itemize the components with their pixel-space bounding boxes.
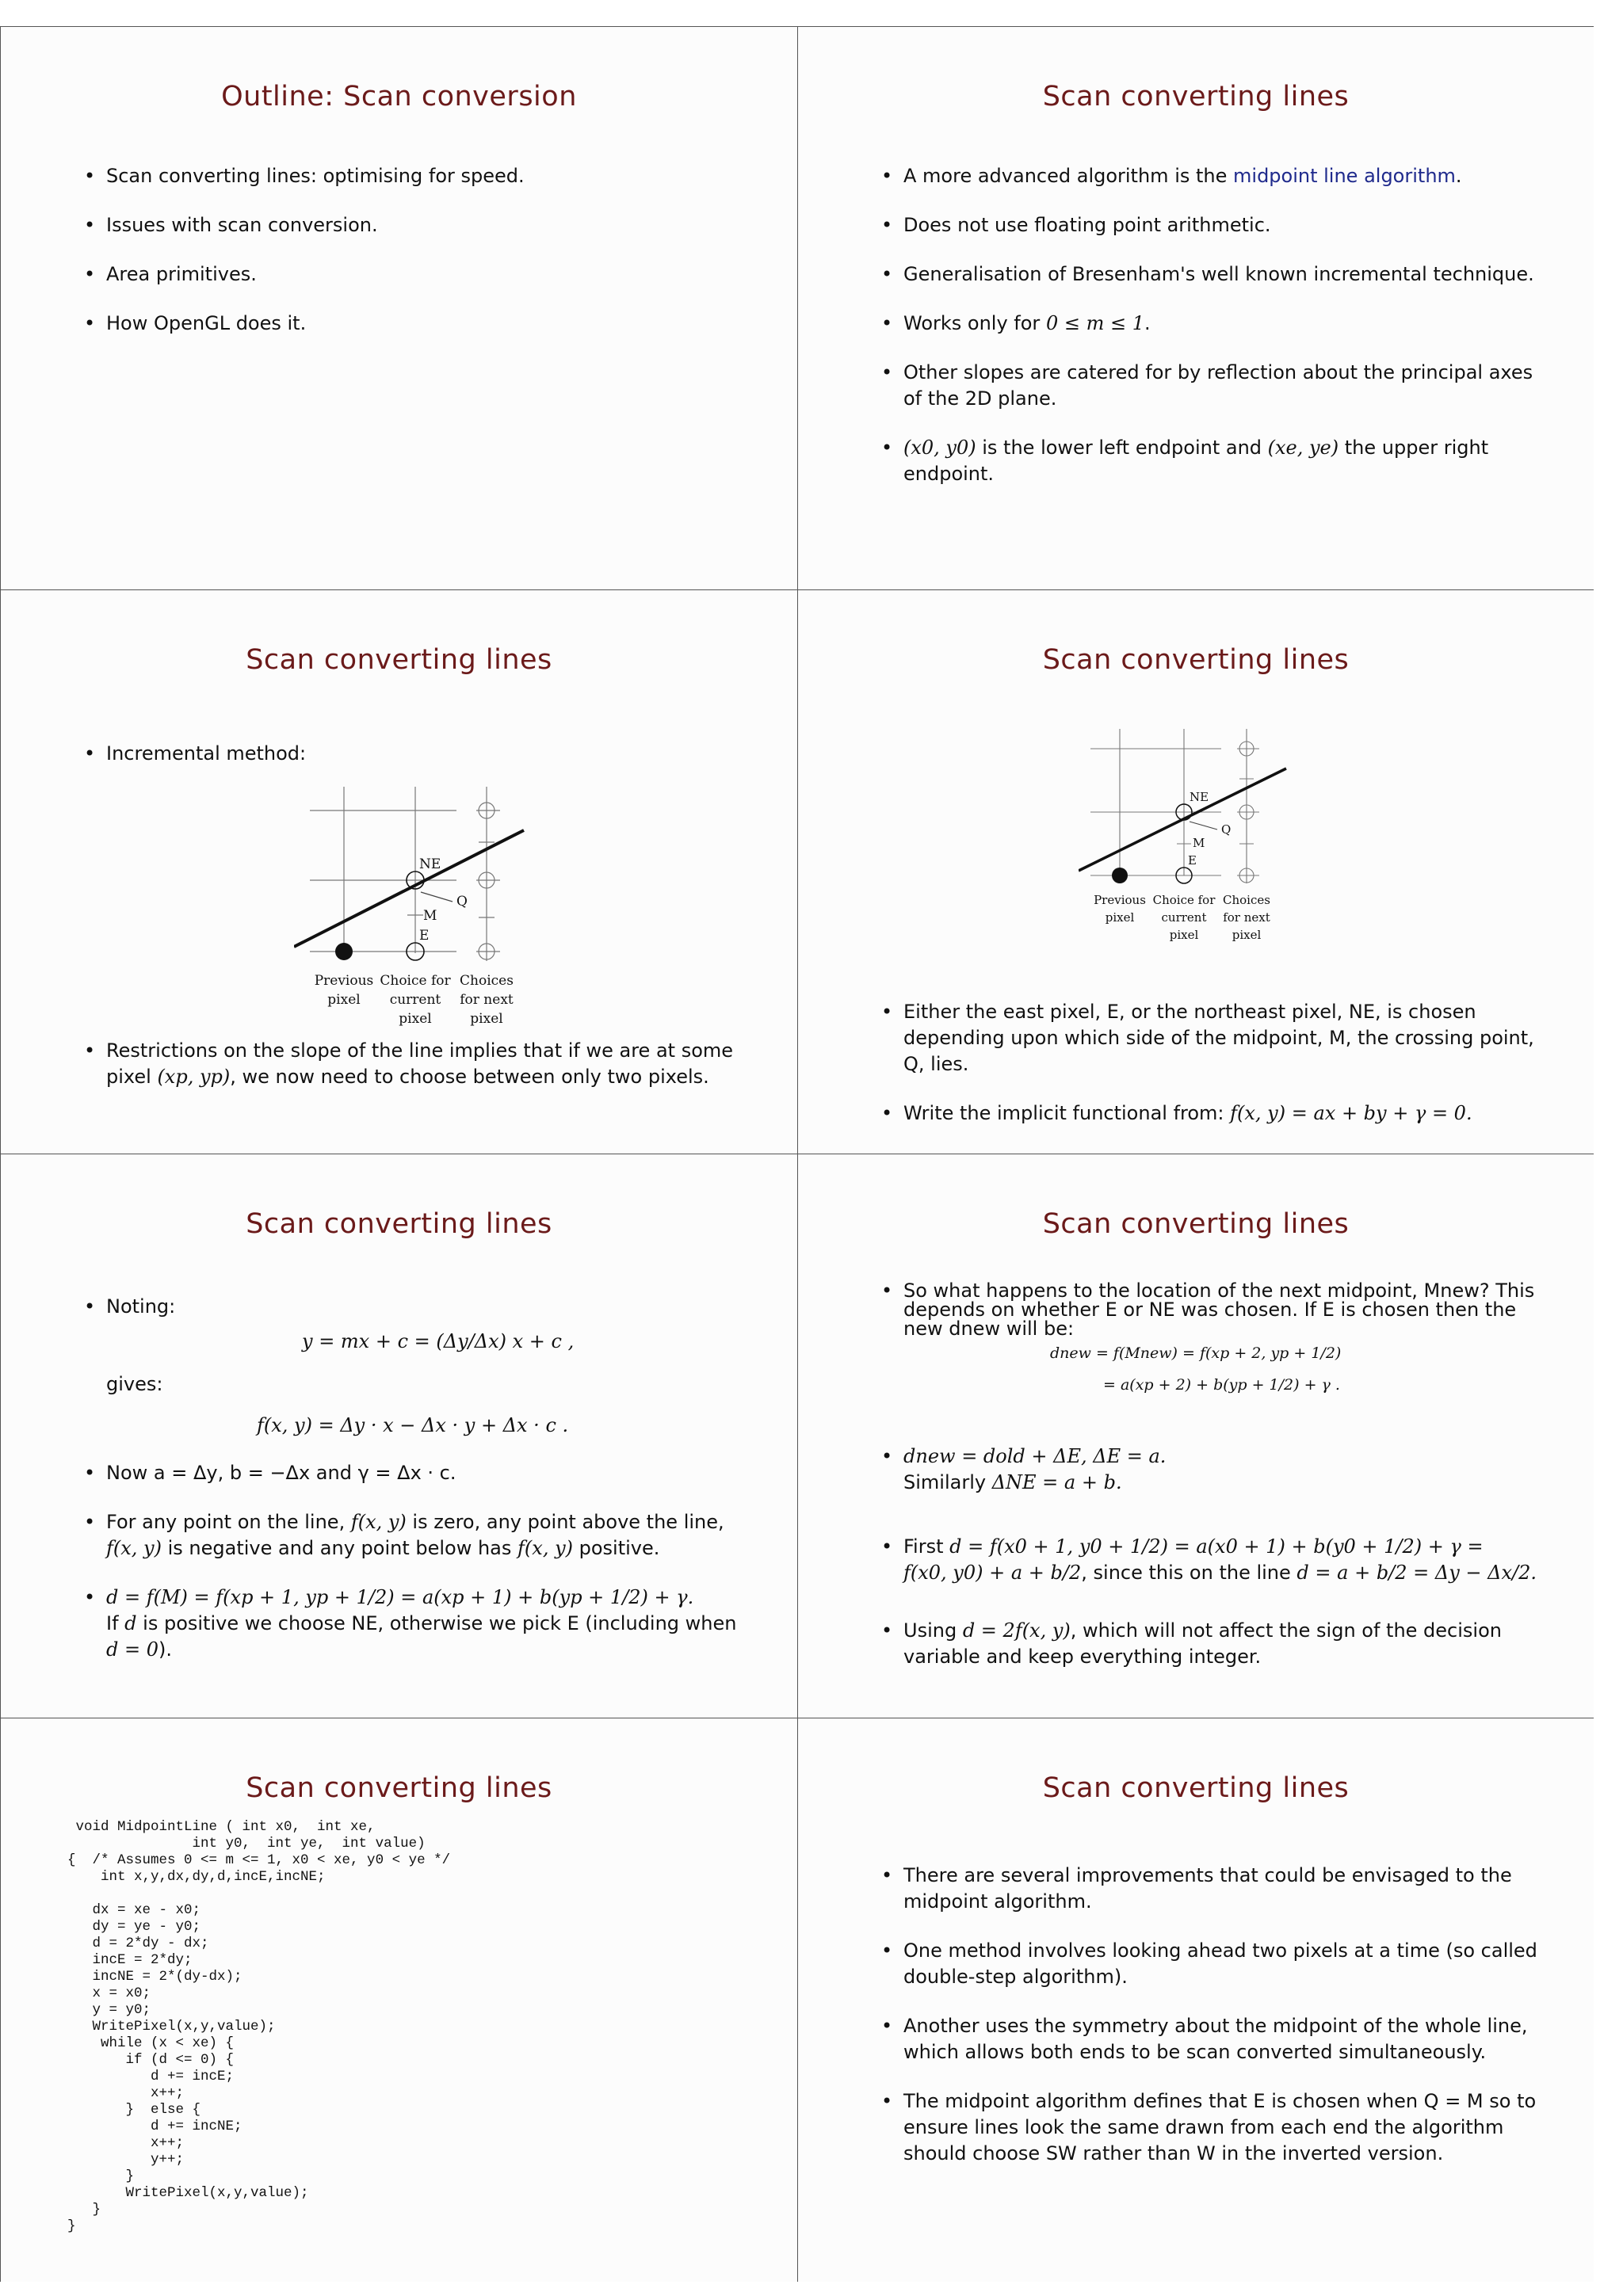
slide-outline: [1, 27, 797, 589]
math-inline: d = 2f(x, y): [962, 1619, 1071, 1642]
bullet-item: [881, 1618, 1538, 1670]
bullet-item: • Other slopes are catered for by reflection about the principal axes of the 2D plane.: [881, 360, 1538, 412]
bullet-item: [84, 1509, 742, 1562]
bullet-text: is negative and any point below has: [161, 1537, 518, 1559]
bullet-text: A more advanced algorithm is the: [903, 165, 1234, 187]
bullet-text: Write the implicit functional from:: [903, 1102, 1231, 1124]
bullet-text: For any point on the line,: [106, 1511, 351, 1533]
bullet-item: • There are several improvements that could be envisaged to the midpoint algorithm.: [881, 1863, 1538, 1915]
bullet-item: [881, 1534, 1538, 1586]
bullet-text: is positive we choose NE, otherwise we pick E (including when: [136, 1612, 737, 1634]
slide-title: Scan converting lines: [1042, 1208, 1350, 1240]
equation-implicit: f(x, y) = Δy · x − Δx · y + Δx · c .: [257, 1414, 569, 1436]
label-ne: NE: [1190, 790, 1209, 804]
math-inline: d = a + b/2 = Δy − Δx/2.: [1296, 1562, 1537, 1584]
math-inline: (xe, ye): [1267, 437, 1339, 459]
slide-implicit-function: [1, 1154, 797, 1718]
math-inline: d = 0: [106, 1638, 158, 1661]
bullet-text: Similarly: [903, 1471, 992, 1493]
bullet-item: [881, 1444, 1538, 1496]
bullet-list: [84, 163, 742, 360]
caption-next: for next: [1223, 910, 1270, 925]
math-inline: f(x, y) = ax + by + γ = 0.: [1230, 1102, 1472, 1124]
slide-improvements: [798, 1718, 1594, 2282]
bullet-item: • One method involves looking ahead two pixels at a time (so called double-step algorithm).: [881, 1938, 1538, 1990]
previous-pixel-dot: [335, 943, 353, 960]
equation-dnew-1: dnew = f(Mnew) = f(xp + 2, yp + 1/2): [1050, 1344, 1342, 1362]
bullet-list: [84, 1460, 742, 1686]
slide-title: Scan converting lines: [1042, 81, 1350, 113]
caption-previous: pixel: [327, 992, 361, 1008]
caption-current: pixel: [399, 1011, 432, 1027]
bullet-item: [881, 435, 1538, 487]
bullet-text: , since this on the line: [1081, 1562, 1297, 1584]
scan-line: [294, 830, 524, 947]
bullet-text: Noting:: [106, 1295, 176, 1318]
bullet-text: is zero, any point above the line,: [406, 1511, 724, 1533]
bullet-text: If: [106, 1612, 125, 1634]
bullet-text: is the lower left endpoint and: [976, 437, 1268, 459]
math-inline: d = f(x0 + 1, y0 + 1/2) = a(x0 + 1) + b(y0 + 1/2) + γ =: [949, 1535, 1484, 1558]
bullet-text: ).: [158, 1638, 172, 1661]
bullet-text: the upper right endpoint.: [903, 437, 1489, 485]
math-inline: (x0, y0): [903, 437, 976, 459]
bullet-item: [84, 1585, 742, 1663]
bullet-item: [881, 311, 1538, 337]
math-inline: (xp, yp): [157, 1066, 231, 1088]
math-inline: 0 ≤ m ≤ 1: [1045, 312, 1144, 334]
bullet-dot: •: [84, 1295, 96, 1318]
caption-next: Choices: [1223, 893, 1270, 907]
slide-title: Outline: Scan conversion: [221, 81, 577, 113]
slide-midpoint-intro: [798, 27, 1594, 589]
bullet-item: • Incremental method:: [84, 741, 742, 767]
math-inline: f(x, y): [350, 1511, 407, 1533]
label-q: Q: [1221, 822, 1232, 837]
caption-current: Choice for: [380, 973, 451, 989]
caption-previous: Previous: [1094, 893, 1146, 907]
caption-current: current: [389, 992, 441, 1008]
bullet-text: Works only for: [903, 312, 1046, 334]
midpoint-algorithm-link[interactable]: midpoint line algorithm: [1233, 165, 1456, 187]
label-e: E: [1188, 853, 1197, 868]
bullet-text: , we now need to choose between only two pixels.: [230, 1066, 709, 1088]
slide-midpoint-code: [1, 1718, 797, 2282]
math-inline: d = f(M) = f(xp + 1, yp + 1/2) = a(xp + 1) + b(yp + 1/2) + γ.: [106, 1586, 694, 1608]
bullet-text: , which will not affect the sign of the decision variable and keep everything integer.: [903, 1619, 1502, 1668]
bullet-item: • Either the east pixel, E, or the northeast pixel, NE, is chosen depending upon which side of the midpoint, M, the crossing point, Q, lies.: [881, 999, 1538, 1077]
slide-next-midpoint: [798, 1154, 1594, 1718]
caption-current: Choice for: [1152, 893, 1216, 907]
math-inline: f(x0, y0) + a + b/2: [903, 1562, 1082, 1584]
caption-next: Choices: [460, 973, 514, 989]
label-ne: NE: [419, 856, 441, 872]
label-q: Q: [456, 894, 468, 910]
slide-east-northeast: [798, 590, 1594, 1154]
scan-line: [1079, 769, 1286, 871]
label-e: E: [419, 928, 430, 944]
label-m: M: [1193, 836, 1205, 850]
bullet-text: Restrictions on the slope of the line implies that if we are at some pixel: [106, 1039, 734, 1088]
bullet-list: [881, 1863, 1538, 2190]
caption-next: pixel: [470, 1011, 503, 1027]
bullet-item: • The midpoint algorithm defines that E is chosen when Q = M so to ensure lines look the same drawn from each end the algorithm should choose SW rather than W in the inverted version.: [881, 2088, 1538, 2167]
bullet-item: • Does not use floating point arithmetic.: [881, 212, 1538, 238]
gives-text: gives:: [106, 1373, 163, 1395]
bullet-item: [84, 1295, 175, 1318]
code-listing: void MidpointLine ( int x0, int xe, int y0, int ye, int value) { /* Assumes 0 <= m <= 1, x0 < xe, y0 < ye */ int x,y,dx,dy,d,incE,incNE; dx = xe - x0; dy = ye - y0; d = 2*dy - dx; incE = 2*dy; incNE = 2*(dy-dx); x = x0; y = y0; WritePixel(x,y,value); while (x < xe) { if (d <= 0) { d += incE; x++; } else { d += incNE; x++; y++; } WritePixel(x,y,value); } }: [67, 1819, 451, 2234]
bullet-text: positive.: [573, 1537, 660, 1559]
bullet-item: • So what happens to the location of the next midpoint, Mnew? This depends on whether E or NE was chosen. If E is chosen then the new dnew will be:: [881, 1281, 1538, 1338]
bullet-item: • Now a = Δy, b = −Δx and γ = Δx · c.: [84, 1460, 742, 1486]
slide-title: Scan converting lines: [246, 1772, 552, 1804]
bullet-item: • Area primitives.: [84, 261, 742, 288]
math-inline: ΔNE = a + b.: [991, 1471, 1122, 1493]
bullet-list: [881, 163, 1538, 510]
math-inline: dnew = dold + ΔE, ΔE = a.: [903, 1445, 1167, 1467]
math-inline: f(x, y): [106, 1537, 162, 1559]
slide-handout-page: [0, 26, 1594, 2282]
bullet-item: [881, 163, 1538, 189]
bullet-text: .: [1144, 312, 1151, 334]
previous-pixel-dot: [1112, 868, 1128, 883]
slide-incremental-method: [1, 590, 797, 1154]
label-m: M: [423, 908, 437, 924]
slide-title: Scan converting lines: [1042, 644, 1350, 676]
caption-previous: Previous: [314, 973, 374, 989]
midpoint-pixel-grid-diagram: [294, 779, 548, 1048]
equation-line: y = mx + c = (Δy/Δx) x + c ,: [302, 1330, 575, 1352]
slide-title: Scan converting lines: [246, 1208, 552, 1240]
caption-next: pixel: [1232, 928, 1262, 942]
bullet-item: • Another uses the symmetry about the midpoint of the whole line, which allows both ends to be scan converted simultaneously.: [881, 2013, 1538, 2065]
slide-title: Scan converting lines: [246, 644, 552, 676]
equation-dnew-2: = a(xp + 2) + b(yp + 1/2) + γ .: [1103, 1376, 1340, 1394]
bullet-text: Using: [903, 1619, 963, 1642]
bullet-list: [84, 1038, 742, 1113]
bullet-item: • Issues with scan conversion.: [84, 212, 742, 238]
math-inline: d: [124, 1612, 137, 1634]
caption-previous: pixel: [1105, 910, 1135, 925]
midpoint-pixel-grid-diagram: [1079, 725, 1308, 963]
row-divider: [1, 589, 1593, 590]
bullet-item: • Scan converting lines: optimising for speed.: [84, 163, 742, 189]
bullet-item: [84, 1038, 742, 1090]
bullet-item: [881, 1100, 1538, 1127]
bullet-text: First: [903, 1535, 950, 1558]
bullet-item: • Generalisation of Bresenham's well known incremental technique.: [881, 261, 1538, 288]
bullet-list: [881, 999, 1538, 1150]
math-inline: f(x, y): [517, 1537, 573, 1559]
bullet-list: [881, 1444, 1538, 1693]
caption-next: for next: [460, 992, 514, 1008]
slide-title: Scan converting lines: [1042, 1772, 1350, 1804]
caption-current: current: [1161, 910, 1207, 925]
bullet-text: .: [1455, 165, 1462, 187]
caption-current: pixel: [1169, 928, 1199, 942]
bullet-item: • How OpenGL does it.: [84, 311, 742, 337]
